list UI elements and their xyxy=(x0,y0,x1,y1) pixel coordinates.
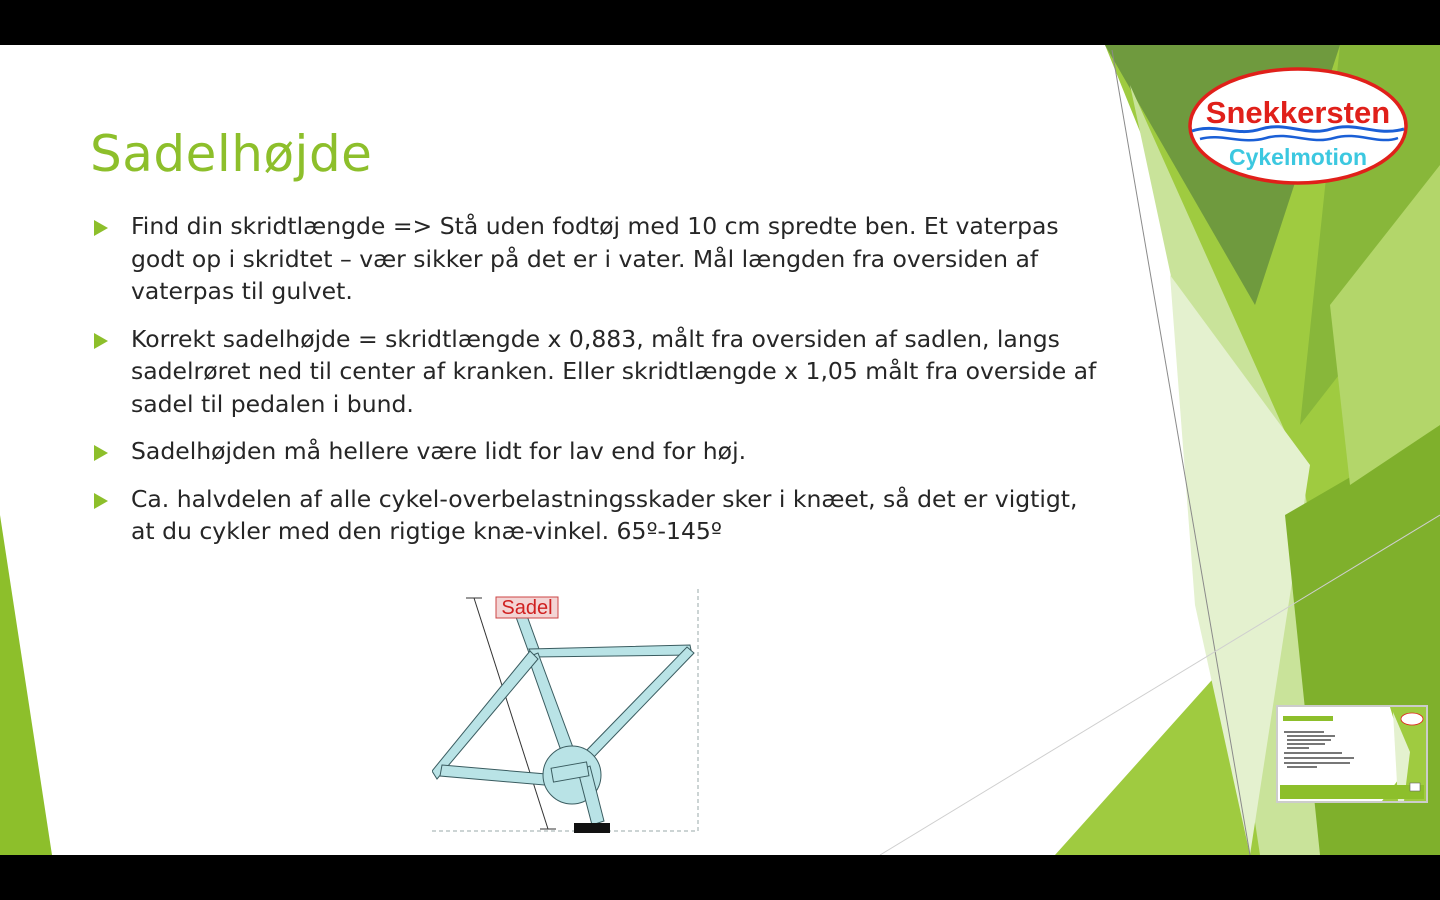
bullet-arrow-icon xyxy=(94,445,108,461)
bullet-text: Find din skridtlængde => Stå uden fodtøj med 10 cm spredte ben. Et vaterpas godt op i skridtet – vær sikker på det er i vater. Mål længden fra oversiden af vaterpas til gulvet. xyxy=(131,212,1059,305)
bullet-item xyxy=(90,210,1100,308)
logo-text-snekkersten: Snekkersten xyxy=(1205,95,1391,130)
slide-thumbnail-preview xyxy=(1278,707,1426,801)
bullet-item xyxy=(90,483,1100,548)
slide-title: Sadelhøjde xyxy=(90,125,373,183)
logo-text-cykelmotion: Cykelmotion xyxy=(1228,144,1368,170)
bullet-text: Korrekt sadelhøjde = skridtlængde x 0,883, målt fra oversiden af sadlen, langs sadelrøret ned til center af kranken. Eller skridtlængde x 1,05 målt fra overside af sadel til pedalen i bund. xyxy=(131,324,1097,418)
bullet-item xyxy=(90,323,1100,421)
bullet-arrow-icon xyxy=(94,333,108,349)
bullet-list xyxy=(90,210,1100,563)
slide xyxy=(0,45,1440,855)
bullet-item xyxy=(90,435,1100,468)
bullet-arrow-icon xyxy=(94,220,108,236)
saddle-label: Sadel xyxy=(501,597,553,619)
bullet-arrow-icon xyxy=(94,493,108,509)
club-logo xyxy=(1186,65,1410,187)
slide-thumbnail-next[interactable] xyxy=(1276,705,1428,803)
bike-frame-diagram xyxy=(432,589,700,835)
bullet-text: Ca. halvdelen af alle cykel-overbelastningsskader sker i knæet, så det er vigtigt, at du cykler med den rigtige knæ-vinkel. 65º-145º xyxy=(131,484,1078,545)
bullet-text: Sadelhøjden må hellere være lidt for lav end for høj. xyxy=(131,437,747,465)
